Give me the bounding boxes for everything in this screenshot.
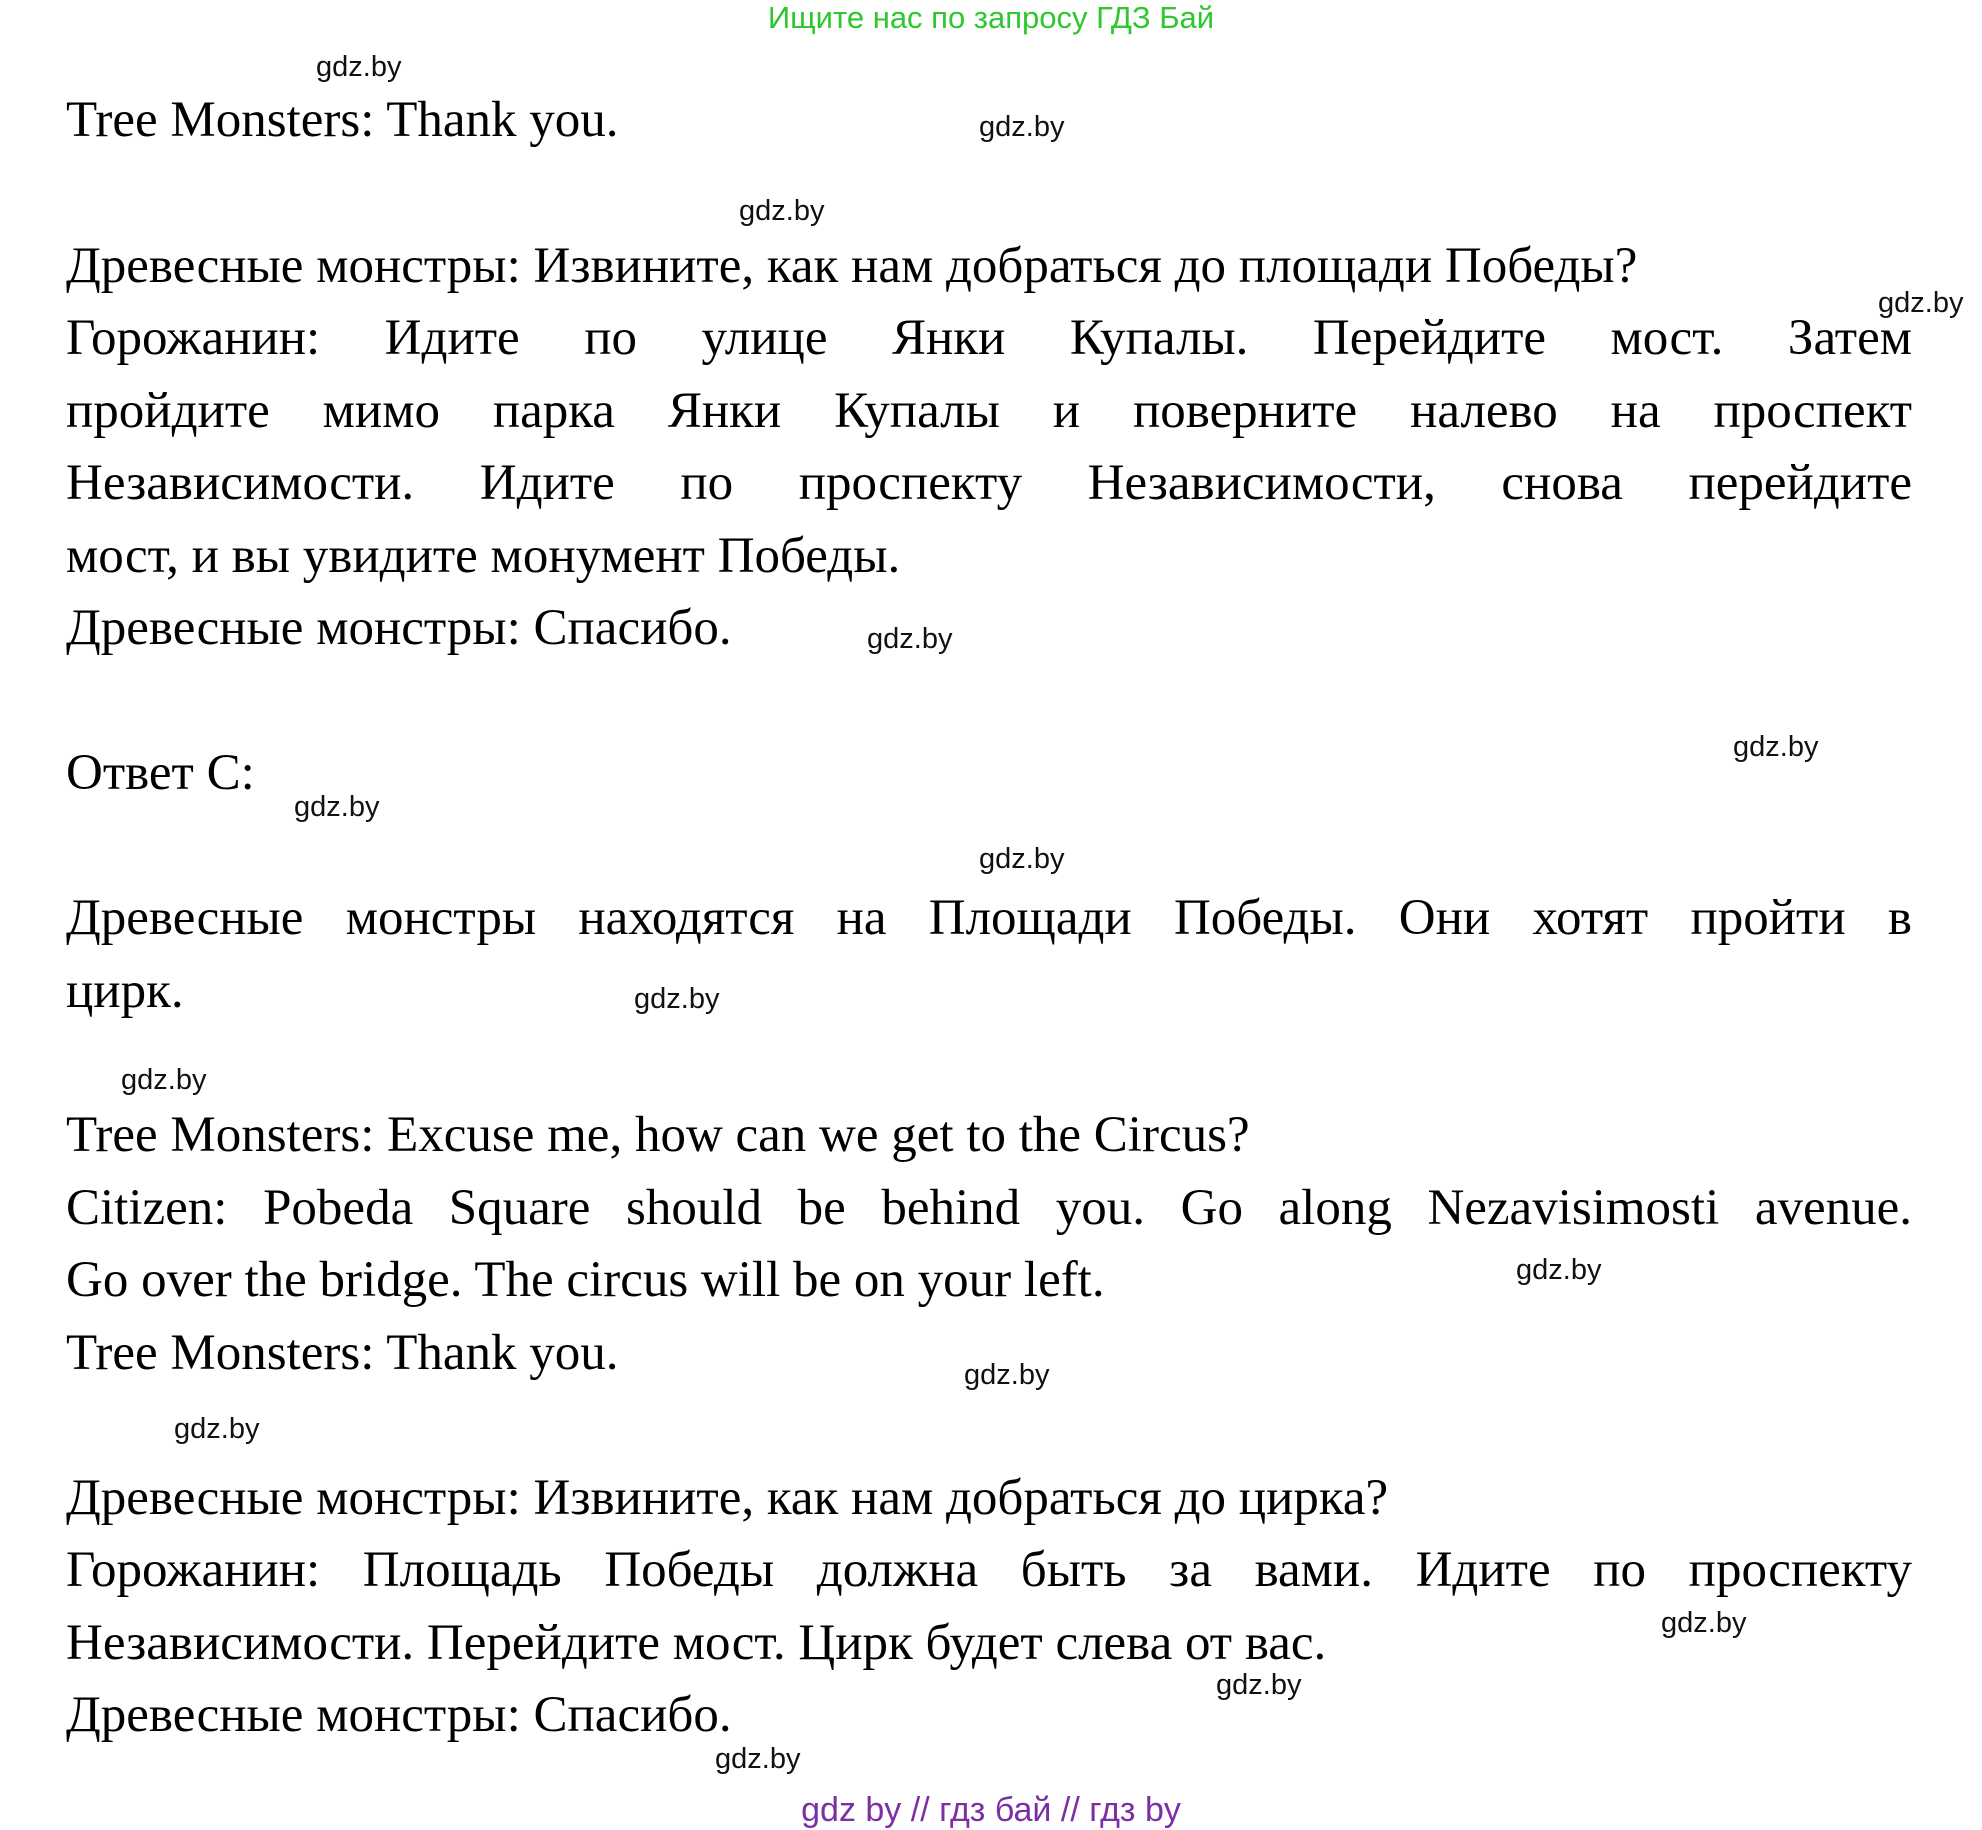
text-line: пройдите мимо парка Янки Купалы и поверните налево на проспект [66,383,1912,439]
watermark: gdz.by [1733,731,1819,763]
text-line: Citizen: Pobeda Square should be behind you. Go along Nezavisimosti avenue. [66,1180,1912,1236]
watermark: gdz.by [964,1359,1050,1391]
text-line: Древесные монстры: Извините, как нам добраться до площади Победы? [66,238,1638,294]
watermark: gdz.by [294,791,380,823]
watermark: gdz.by [634,983,720,1015]
watermark: gdz.by [121,1064,207,1096]
watermark: gdz.by [1216,1669,1302,1701]
text-line: Древесные монстры: Извините, как нам добраться до цирка? [66,1470,1389,1526]
watermark: gdz.by [174,1413,260,1445]
text-line: Древесные монстры находятся на Площади Победы. Они хотят пройти в [66,890,1912,946]
text-line: Tree Monsters: Thank you. [66,92,619,148]
watermark: gdz.by [1516,1254,1602,1286]
watermark: gdz.by [1661,1607,1747,1639]
watermark: gdz.by [979,111,1065,143]
footer-links[interactable]: gdz by // гдз бай // гдз by [801,1791,1181,1829]
watermark: gdz.by [715,1743,801,1775]
text-line: Древесные монстры: Спасибо. [66,600,732,656]
watermark: gdz.by [739,195,825,227]
text-line: Tree Monsters: Excuse me, how can we get to the Circus? [66,1107,1250,1163]
watermark: gdz.by [867,623,953,655]
text-line: Tree Monsters: Thank you. [66,1325,619,1381]
watermark: gdz.by [316,51,402,83]
text-line: Горожанин: Идите по улице Янки Купалы. Перейдите мост. Затем [66,310,1912,366]
watermark: gdz.by [1878,287,1964,319]
search-hint-link[interactable]: Ищите нас по запросу ГДЗ Бай [767,0,1215,35]
text-line: Древесные монстры: Спасибо. [66,1687,732,1743]
answer-heading: Ответ С: [66,745,255,801]
watermark: gdz.by [979,843,1065,875]
text-line: мост, и вы увидите монумент Победы. [66,528,901,584]
text-line: Независимости. Идите по проспекту Независимости, снова перейдите [66,455,1912,511]
text-line: Горожанин: Площадь Победы должна быть за вами. Идите по проспекту [66,1542,1912,1598]
text-line: Go over the bridge. The circus will be on your left. [66,1252,1105,1308]
text-line: Независимости. Перейдите мост. Цирк будет слева от вас. [66,1615,1327,1671]
text-line: цирк. [66,963,184,1019]
